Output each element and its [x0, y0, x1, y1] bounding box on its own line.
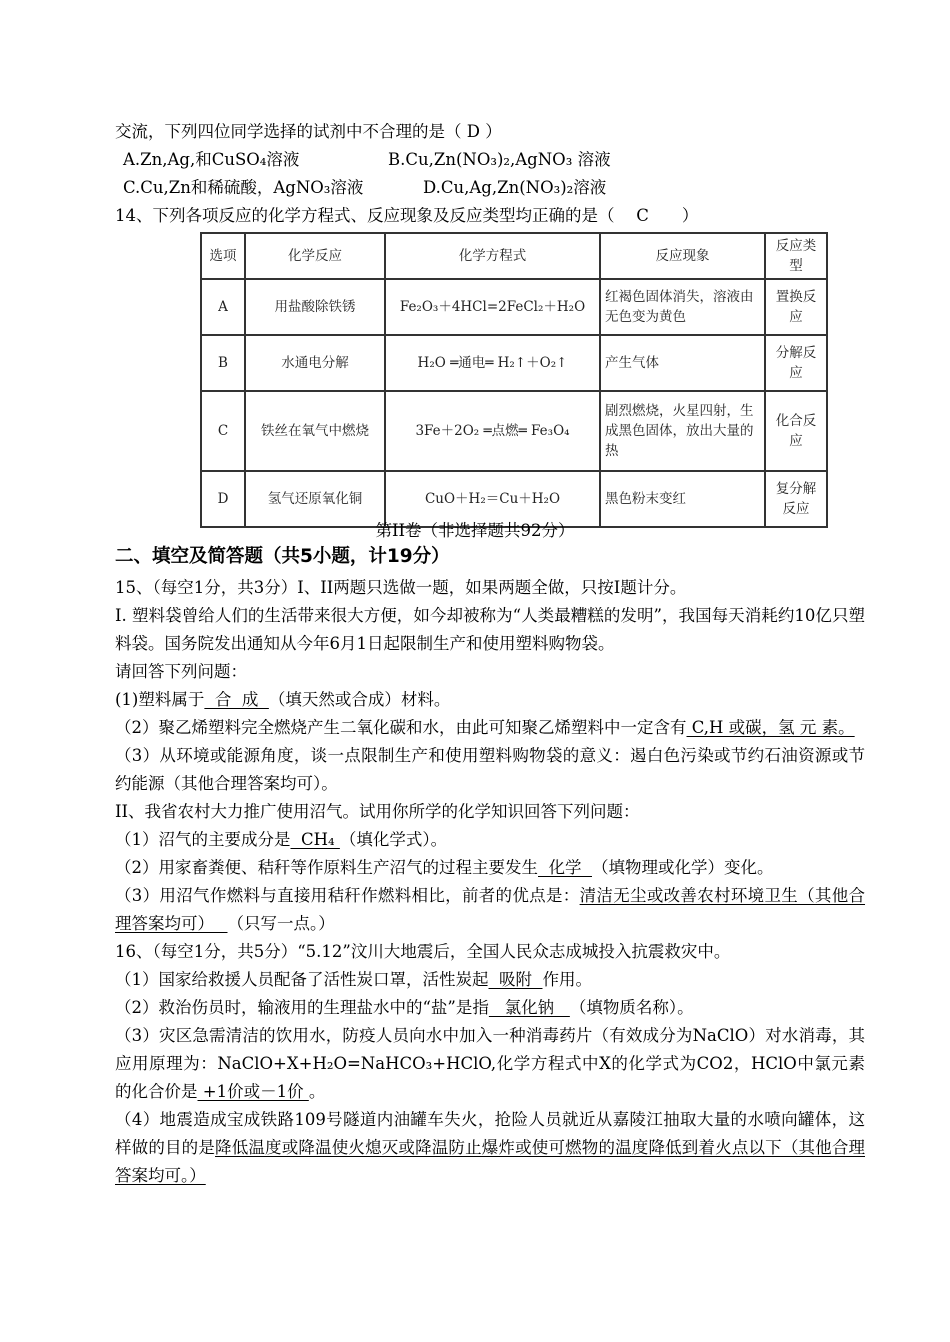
table-cell: CuO＋H₂＝Cu＋H₂O — [385, 471, 600, 527]
q15-b1-text: （1）沼气的主要成分是 — [115, 830, 291, 849]
volume-title: 第II卷（非选择题共92分） — [375, 521, 575, 540]
q16-c3-suffix: 。 — [308, 1082, 326, 1101]
table-cell: 黑色粉末变红 — [600, 471, 765, 527]
section-heading: 二、填空及简答题（共5小题，计19分） — [115, 546, 450, 567]
q16-c4-answer: 降低温度或降温使火熄灭或降温防止爆炸或使可燃物的温度降低到着火点以下（其他合理答案均可。） — [115, 1138, 866, 1185]
q15-b3-suffix: （只写一点。） — [227, 914, 335, 933]
q16-c2-text: （2）救治伤员时，输液用的生理盐水中的“盐”是指 — [115, 998, 489, 1017]
q15-answer-2 — [115, 714, 865, 742]
table-header: 反应现象 — [600, 233, 765, 279]
table-header: 化学方程式 — [385, 233, 600, 279]
q15-b2-answer: 化学 — [538, 858, 592, 877]
table-cell: 化合反应 — [765, 391, 827, 471]
q15-b2-text: （2）用家畜粪便、秸秆等作原料生产沼气的过程主要发生 — [115, 858, 538, 877]
table-cell: 3Fe＋2O₂ ═点燃═ Fe₃O₄ — [385, 391, 600, 471]
table-header: 化学反应 — [245, 233, 385, 279]
q13-options-row1 — [115, 146, 865, 174]
q15-b3-answer: 清洁无尘或改善农村环境卫生（其他合理答案均可） — [115, 886, 866, 933]
q16-c4-text: （4）地震造成宝成铁路109号隧道内油罐车失火，抢险人员就近从嘉陵江抽取大量的水喷向罐体，这样做的目的是 — [115, 1110, 865, 1157]
q15-a2-text: （2）聚乙烯塑料完全燃烧产生二氧化碳和水，由此可知聚乙烯塑料中一定含有 — [115, 718, 687, 737]
q15-answer-b1 — [115, 826, 865, 854]
table-row — [201, 335, 827, 391]
q16-answer-3 — [115, 1022, 865, 1106]
q15-answer-1 — [115, 686, 865, 714]
table-cell: 铁丝在氧气中燃烧 — [245, 391, 385, 471]
table-cell: B — [201, 335, 245, 391]
table-header-row — [201, 233, 827, 279]
table-cell: A — [201, 279, 245, 335]
questions-15-16-block — [115, 574, 865, 1190]
table-cell: 氢气还原氧化铜 — [245, 471, 385, 527]
q15-intro: 15、（每空1分，共3分）I、II两题只选做一题，如果两题全做，只按I题计分。 — [115, 578, 687, 597]
table-header: 选项 — [201, 233, 245, 279]
q13-option-d: D.Cu,Ag,Zn(NO₃)₂溶液 — [423, 178, 607, 197]
q15-a1-text: (1)塑料属于 — [115, 690, 205, 709]
q13-option-a: A.Zn,Ag,和CuSO₄溶液 — [123, 150, 300, 169]
table-cell: 置换反应 — [765, 279, 827, 335]
q16-c2-answer: 氯化钠 — [488, 998, 570, 1017]
table-cell: H₂O ═通电═ H₂↑＋O₂↑ — [385, 335, 600, 391]
q16-c3-answer: +1价或－1价 — [197, 1082, 309, 1101]
table-cell: C — [201, 391, 245, 471]
q16-c3-text: （3）灾区急需清洁的饮用水，防疫人员向水中加入一种消毒药片（有效成分为NaClO）对水消毒，其应用原理为：NaClO+X+H₂O=NaHCO₃+HClO,化学方程式中X的化学式为CO2，HClO中氯元素的化合价是 — [115, 1026, 865, 1101]
q15-a1-suffix: （填天然或合成）材料。 — [268, 690, 451, 709]
q15-answer-b3 — [115, 882, 865, 938]
q16-c2-suffix: （填物质名称）。 — [569, 998, 694, 1017]
q13-stem: 交流，下列四位同学选择的试剂中不合理的是（ D ） — [115, 122, 502, 141]
table-cell: 复分解反应 — [765, 471, 827, 527]
q16-answer-4 — [115, 1106, 865, 1190]
table-header: 反应类型 — [765, 233, 827, 279]
q13-option-c: C.Cu,Zn和稀硫酸，AgNO₃溶液 — [123, 178, 364, 197]
question-13-14-block — [115, 118, 865, 230]
table-cell: D — [201, 471, 245, 527]
q16-intro: 16、（每空1分，共5分）“5.12”汶川大地震后，全国人民众志成城投入抗震救灾中。 — [115, 942, 731, 961]
table-row — [201, 391, 827, 471]
q13-options-row2 — [115, 174, 865, 202]
q15-answer-b2 — [115, 854, 865, 882]
q13-option-b: B.Cu,Zn(NO₃)₂,AgNO₃ 溶液 — [388, 150, 611, 169]
table-cell: 分解反应 — [765, 335, 827, 391]
q15-b3-text: （3）用沼气作燃料与直接用秸秆作燃料相比，前者的优点是： — [115, 886, 580, 905]
q16-answer-1 — [115, 966, 865, 994]
q16-c1-answer: 吸附 — [488, 970, 543, 989]
table-cell: 用盐酸除铁锈 — [245, 279, 385, 335]
q15-prompt: 请回答下列问题： — [115, 662, 247, 681]
table-row — [201, 279, 827, 335]
q15-b1-suffix: （填化学式）。 — [339, 830, 448, 849]
q14-stem: 14、下列各项反应的化学方程式、反应现象及反应类型均正确的是（ C ） — [115, 206, 699, 225]
table-cell: 剧烈燃烧，火星四射，生成黑色固体，放出大量的热 — [600, 391, 765, 471]
q16-answer-2 — [115, 994, 865, 1022]
table-cell: 水通电分解 — [245, 335, 385, 391]
reaction-table — [200, 232, 828, 528]
q15-a1-answer: 合 成 — [204, 690, 269, 709]
table-cell: 红褐色固体消失，溶液由无色变为黄色 — [600, 279, 765, 335]
q15-b2-suffix: （填物理或化学）变化。 — [591, 858, 774, 877]
q15-b1-answer: CH₄ — [290, 830, 340, 849]
q16-c1-suffix: 作用。 — [542, 970, 592, 989]
q15-part2-text: II、我省农村大力推广使用沼气。试用你所学的化学知识回答下列问题： — [115, 802, 640, 821]
q15-answer-3: （3）从环境或能源角度，谈一点限制生产和使用塑料购物袋的意义：遏白色污染或节约石油资源或节约能源（其他合理答案均可）。 — [115, 746, 865, 793]
q15-a2-answer: C,H 或碳，氢 元 素。 — [686, 718, 855, 737]
q16-c1-text: （1）国家给救援人员配备了活性炭口罩，活性炭起 — [115, 970, 489, 989]
table-cell: 产生气体 — [600, 335, 765, 391]
table-cell: Fe₂O₃＋4HCl=2FeCl₂＋H₂O — [385, 279, 600, 335]
q15-part1-text: I. 塑料袋曾给人们的生活带来很大方便，如今却被称为“人类最糟糕的发明”，我国每天消耗约10亿只塑料袋。国务院发出通知从今年6月1日起限制生产和使用塑料购物袋。 — [115, 606, 865, 653]
